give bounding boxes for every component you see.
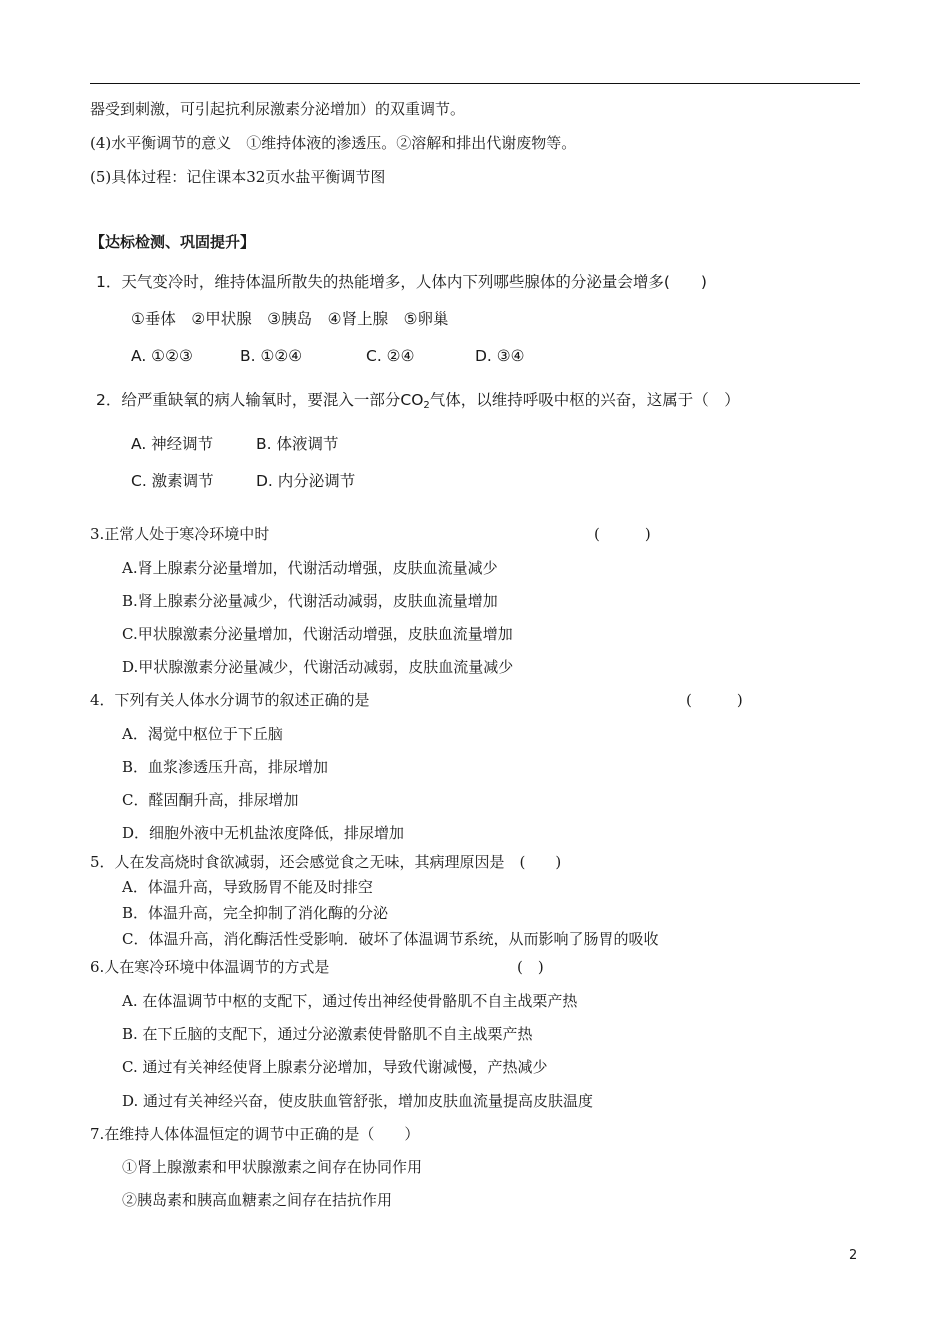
q2-subscript: 2 — [423, 400, 430, 411]
q4-option-c: C．醛固酮升高，排尿增加 — [122, 791, 299, 809]
q1-option-c: C. ②④ — [366, 347, 415, 365]
q6-stem: 6.人在寒冷环境中体温调节的方式是 — [90, 958, 330, 976]
q5-option-c: C．体温升高，消化酶活性受影响．破坏了体温调节系统，从而影响了肠胃的吸收 — [122, 930, 659, 948]
intro-line-1: 器受到刺激，可引起抗利尿激素分泌增加）的双重调节。 — [90, 100, 466, 118]
q3-option-d: D.甲状腺激素分泌量减少，代谢活动减弱，皮肤血流量减少 — [122, 658, 514, 676]
q3-stem: 3.正常人处于寒冷环境中时 — [90, 525, 270, 543]
q3-answer-paren: ( ) — [594, 525, 651, 543]
q2-option-a: A. 神经调节 — [131, 435, 214, 453]
q5-stem: 5．人在发高烧时食欲减弱，还会感觉食之无味，其病理原因是 ( ) — [90, 853, 562, 871]
intro-line-3: (5)具体过程：记住课本32页水盐平衡调节图 — [90, 168, 386, 186]
q3-option-c: C.甲状腺激素分泌量增加，代谢活动增强，皮肤血流量增加 — [122, 625, 513, 643]
q4-option-b: B．血浆渗透压升高，排尿增加 — [122, 758, 329, 776]
q1-items: ①垂体 ②甲状腺 ③胰岛 ④肾上腺 ⑤卵巢 — [131, 310, 449, 328]
section-title: 【达标检测、巩固提升】 — [90, 233, 256, 251]
q5-option-a: A．体温升高，导致肠胃不能及时排空 — [122, 878, 373, 896]
q1-option-d: D. ③④ — [475, 347, 525, 365]
q2-option-d: D. 内分泌调节 — [256, 472, 356, 490]
q7-item-1: ①肾上腺激素和甲状腺激素之间存在协同作用 — [122, 1158, 423, 1176]
q5-option-b: B．体温升高，完全抑制了消化酶的分泌 — [122, 904, 389, 922]
q1-option-a: A. ①②③ — [131, 347, 193, 365]
q4-option-d: D．细胞外液中无机盐浓度降低，排尿增加 — [122, 824, 405, 842]
q6-answer-paren: ( ) — [517, 958, 544, 976]
q2-stem — [96, 390, 740, 416]
q7-item-2: ②胰岛素和胰高血糖素之间存在拮抗作用 — [122, 1191, 393, 1209]
q4-option-a: A．渴觉中枢位于下丘脑 — [122, 725, 283, 743]
q2-stem-pre: 2．给严重缺氧的病人输氧时，要混入一部分 — [96, 391, 401, 409]
q1-option-b: B. ①②④ — [240, 347, 303, 365]
q1-stem: 1．天气变冷时，维持体温所散失的热能增多，人体内下列哪些腺体的分泌量会增多( ) — [96, 273, 707, 291]
header-rule — [90, 83, 860, 84]
q7-stem: 7.在维持人体体温恒定的调节中正确的是（ ） — [90, 1125, 420, 1143]
q2-co: CO — [400, 391, 424, 409]
intro-line-2: (4)水平衡调节的意义 ①维持体液的渗透压。②溶解和排出代谢废物等。 — [90, 134, 577, 152]
q2-option-c: C. 激素调节 — [131, 472, 214, 490]
q4-answer-paren: ( ) — [686, 691, 743, 709]
q2-stem-post: 气体，以维持呼吸中枢的兴奋，这属于（ ） — [429, 391, 740, 409]
q6-option-d: D. 通过有关神经兴奋，使皮肤血管舒张，增加皮肤血流量提高皮肤温度 — [122, 1092, 594, 1110]
q2-option-b: B. 体液调节 — [256, 435, 339, 453]
q3-option-a: A.肾上腺素分泌量增加，代谢活动增强，皮肤血流量减少 — [122, 559, 498, 577]
q3-option-b: B.肾上腺素分泌量减少，代谢活动减弱，皮肤血流量增加 — [122, 592, 498, 610]
q4-stem: 4．下列有关人体水分调节的叙述正确的是 — [90, 691, 370, 709]
q6-option-c: C. 通过有关神经使肾上腺素分泌增加，导致代谢减慢，产热减少 — [122, 1058, 548, 1076]
q6-option-a: A. 在体温调节中枢的支配下，通过传出神经使骨骼肌不自主战栗产热 — [122, 992, 578, 1010]
page-number: 2 — [849, 1248, 858, 1263]
q6-option-b: B. 在下丘脑的支配下，通过分泌激素使骨骼肌不自主战栗产热 — [122, 1025, 533, 1043]
